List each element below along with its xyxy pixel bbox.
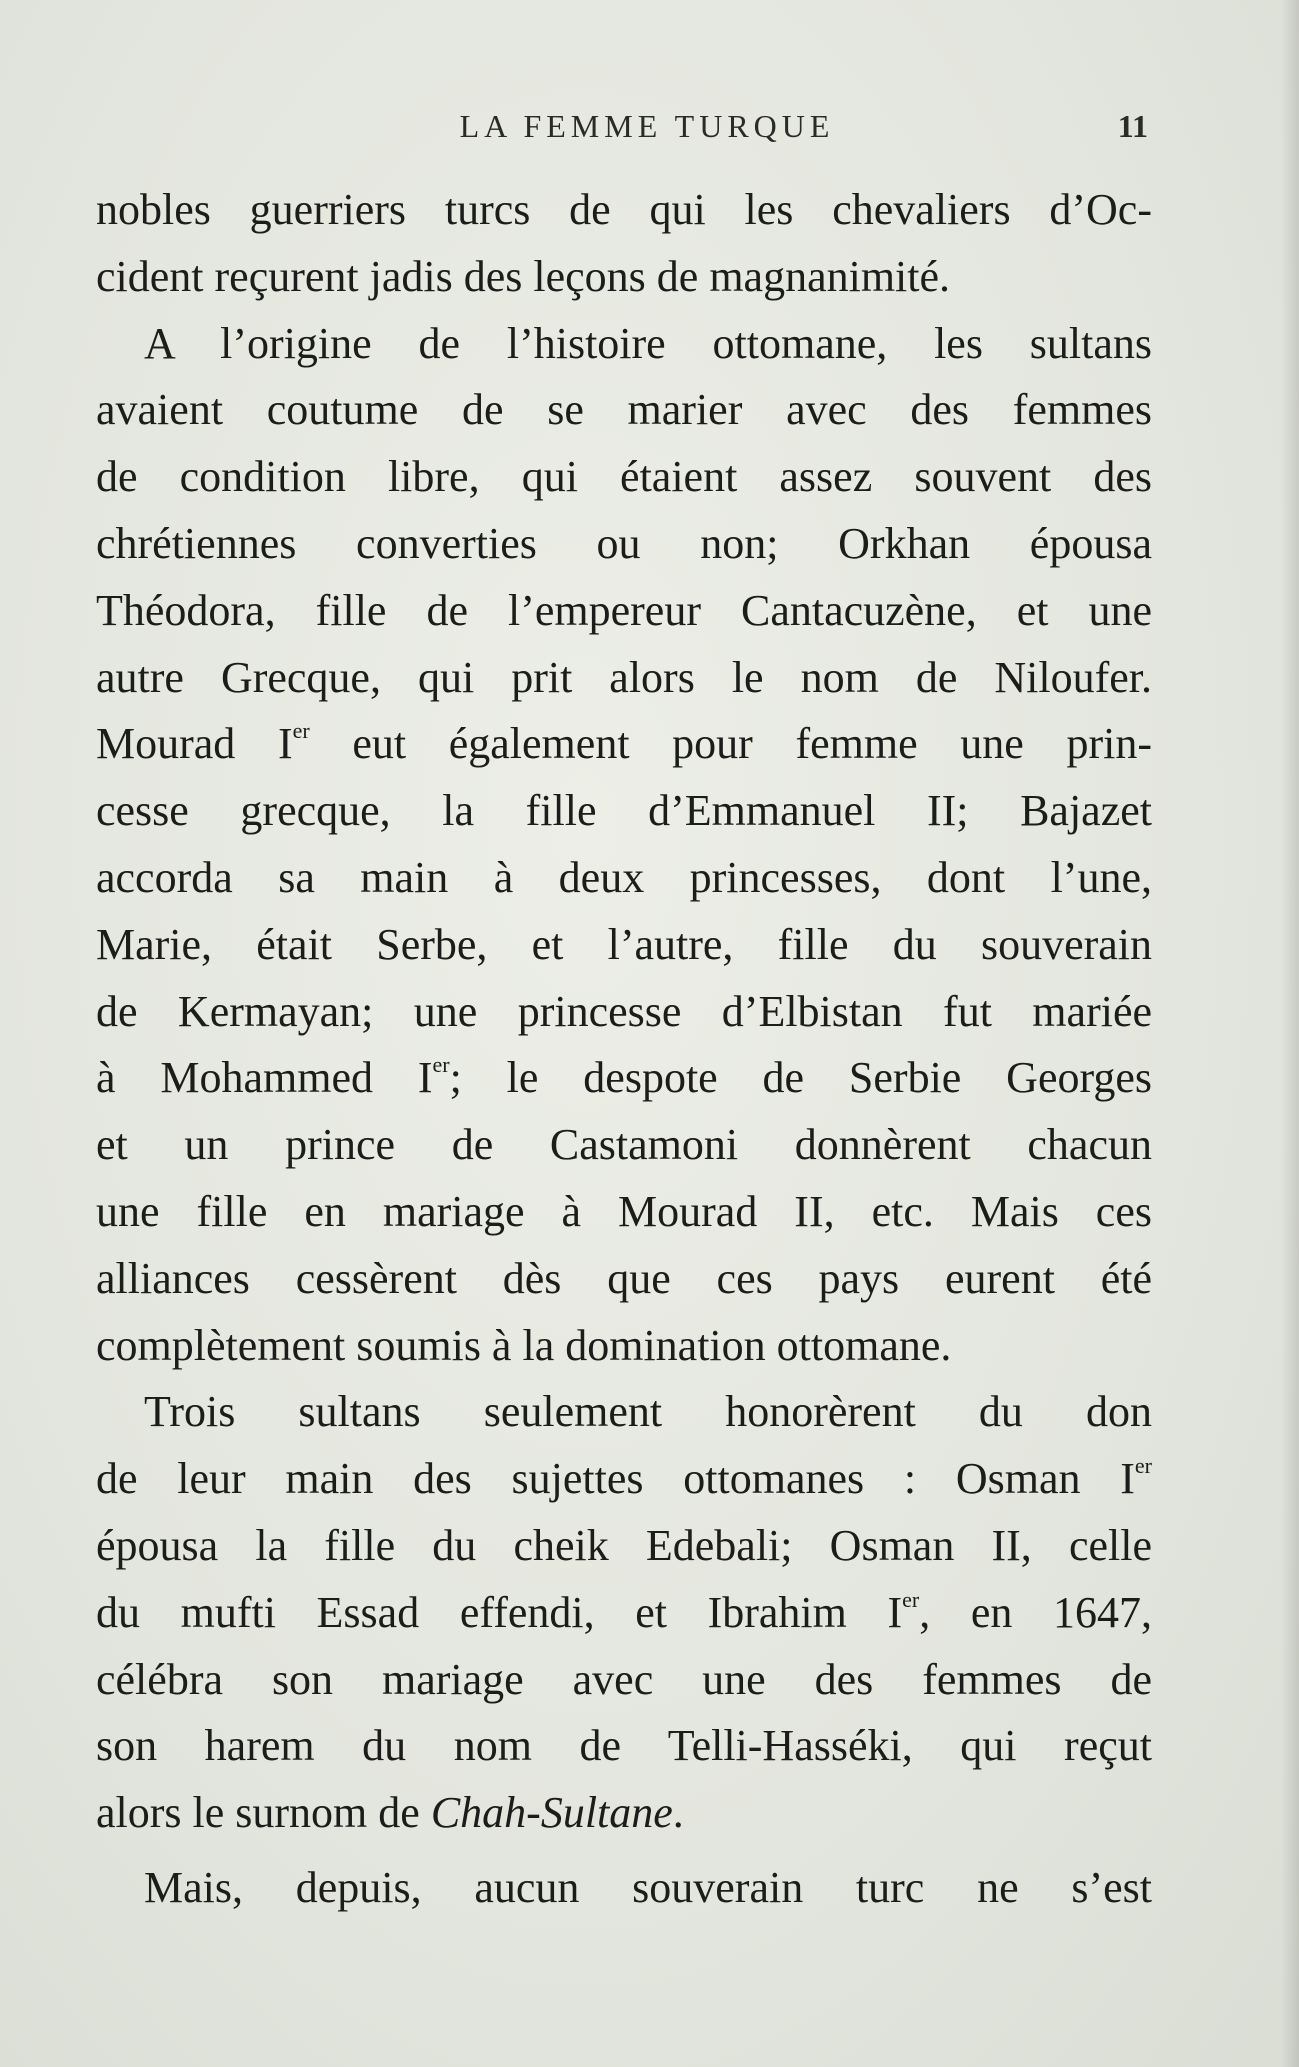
text-line <box>96 1446 1152 1513</box>
text-segment: de leur main des sujettes ottomanes : Osman I <box>96 1454 1135 1504</box>
text-segment: Mourad I <box>96 719 293 769</box>
text-line: avaient coutume de se marier avec des femmes <box>96 385 1152 435</box>
text-line: nobles guerriers turcs de qui les chevaliers d’Oc- <box>96 185 1152 234</box>
text-line: accorda sa main à deux princesses, dont l’une, <box>96 852 1152 902</box>
text-segment: eut également pour femme une prin- <box>309 719 1152 769</box>
superscript: er <box>292 718 310 744</box>
text-line: alliances cessèrent dès que ces pays eurent été <box>96 1253 1152 1303</box>
paragraph-gap <box>96 1847 1152 1855</box>
superscript: er <box>1134 1453 1152 1479</box>
text-line: Trois sultans seulement honorèrent du don <box>144 1387 1152 1437</box>
text-line: cesse grecque, la fille d’Emmanuel II; Bajazet <box>96 786 1152 836</box>
body-text <box>96 177 1152 1922</box>
text-line: célébra son mariage avec une des femmes de <box>96 1654 1152 1704</box>
text-line: et un prince de Castamoni donnèrent chacun <box>96 1120 1152 1170</box>
text-line: de condition libre, qui étaient assez souvent des <box>96 452 1152 502</box>
text-line: autre Grecque, qui prit alors le nom de Niloufer. <box>96 652 1152 702</box>
text-line: Marie, était Serbe, et l’autre, fille du souverain <box>96 919 1152 969</box>
text-line: complètement soumis à la domination ottomane. <box>96 1320 952 1370</box>
text-line: Théodora, fille de l’empereur Cantacuzène, et une <box>96 585 1152 635</box>
superscript: er <box>432 1052 450 1078</box>
text-segment: alors le surnom de <box>96 1788 431 1838</box>
italic-term: Chah-Sultane <box>430 1788 673 1838</box>
text-line <box>96 711 1152 778</box>
running-title: LA FEMME TURQUE <box>459 108 835 144</box>
text-line: son harem du nom de Telli-Hasséki, qui reçut <box>96 1721 1152 1771</box>
text-line: de Kermayan; une princesse d’Elbistan fut mariée <box>96 986 1152 1036</box>
text-line: chrétiennes converties ou non; Orkhan épousa <box>96 518 1152 568</box>
text-line: Mais, depuis, aucun souverain turc ne s’est <box>144 1862 1152 1912</box>
superscript: er <box>902 1586 920 1612</box>
text-line <box>96 1780 1152 1847</box>
text-line: A l’origine de l’histoire ottomane, les sultans <box>144 318 1152 368</box>
page-edge-shadow <box>1281 0 1299 2067</box>
text-line: épousa la fille du cheik Edebali; Osman II, celle <box>96 1520 1152 1570</box>
text-line: cident reçurent jadis des leçons de magnanimité. <box>96 251 951 301</box>
page-number: 11 <box>1117 108 1148 144</box>
text-line: une fille en mariage à Mourad II, etc. Mais ces <box>96 1186 1152 1236</box>
text-segment: ; le despote de Serbie Georges <box>449 1053 1152 1103</box>
running-head <box>96 108 1148 152</box>
text-line <box>96 1045 1152 1112</box>
text-segment: , en 1647, <box>919 1587 1152 1637</box>
text-segment: à Mohammed I <box>96 1053 433 1103</box>
text-segment: . <box>672 1788 684 1838</box>
text-segment: du mufti Essad effendi, et Ibrahim I <box>96 1587 903 1637</box>
text-line <box>96 1580 1152 1647</box>
